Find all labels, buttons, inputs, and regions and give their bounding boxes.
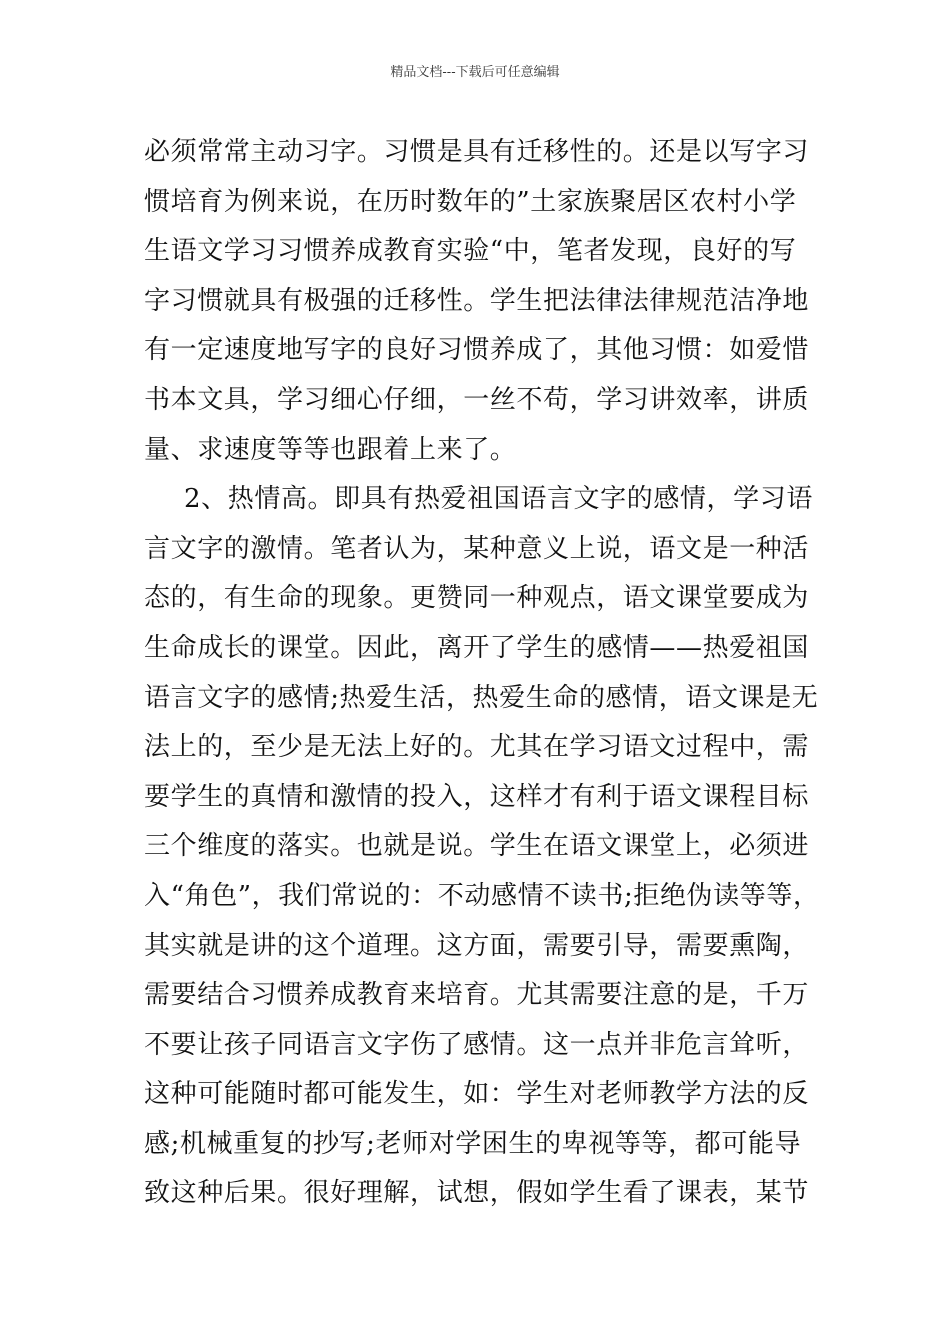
text-line: 需要结合习惯养成教育来培育。尤其需要注意的是，千万: [144, 980, 810, 1011]
text-line: 必须常常主动习字。习惯是具有迁移性的。还是以写字习: [144, 137, 810, 167]
text-line: 要学生的真情和激情的投入，这样才有利于语文课程目标: [144, 781, 810, 812]
text-line: 生语文学习习惯养成教育实验“中，笔者发现，良好的写: [144, 236, 797, 267]
text-line: 语言文字的感情;热爱生活，热爱生命的感情，语文课是无: [144, 682, 819, 713]
page-header: 精品文档---下载后可任意编辑: [390, 65, 560, 80]
text-line: 法上的，至少是无法上好的。尤其在学习语文过程中，需: [144, 732, 810, 763]
text-line: 这种可能随时都可能发生，如：学生对老师教学方法的反: [144, 1079, 810, 1110]
paragraph-start-line: 2、热情高。即具有热爱祖国语言文字的感情，学习语: [184, 484, 813, 515]
document-body: [144, 128, 844, 1219]
text-line: 其实就是讲的这个道理。这方面，需要引导，需要熏陶，: [144, 930, 810, 961]
text-line: 不要让孩子同语言文字伤了感情。这一点并非危言耸听，: [144, 1029, 810, 1060]
text-line: 三个维度的落实。也就是说。学生在语文课堂上，必须进: [144, 831, 810, 862]
text-line: 致这种后果。很好理解，试想，假如学生看了课表，某节: [144, 1178, 810, 1209]
text-line: 惯培育为例来说，在历时数年的”土家族聚居区农村小学: [144, 186, 797, 217]
text-line: 书本文具，学习细心仔细，一丝不苟，学习讲效率，讲质: [144, 384, 810, 415]
text-line: 感;机械重复的抄写;老师对学困生的卑视等等，都可能导: [144, 1128, 802, 1159]
text-line: 态的，有生命的现象。更赞同一种观点，语文课堂要成为: [144, 583, 810, 614]
text-line: 有一定速度地写字的良好习惯养成了，其他习惯：如爱惜: [144, 335, 810, 366]
text-line: 生命成长的课堂。因此，离开了学生的感情——热爱祖国: [144, 632, 810, 663]
text-line: 入“角色”，我们常说的：不动感情不读书;拒绝伪读等等，: [144, 880, 820, 911]
text-line: 量、求速度等等也跟着上来了。: [144, 434, 517, 465]
text-line: 字习惯就具有极强的迁移性。学生把法律法律规范洁净地: [144, 285, 810, 316]
text-line: 言文字的激情。笔者认为，某种意义上说，语文是一种活: [144, 533, 810, 564]
